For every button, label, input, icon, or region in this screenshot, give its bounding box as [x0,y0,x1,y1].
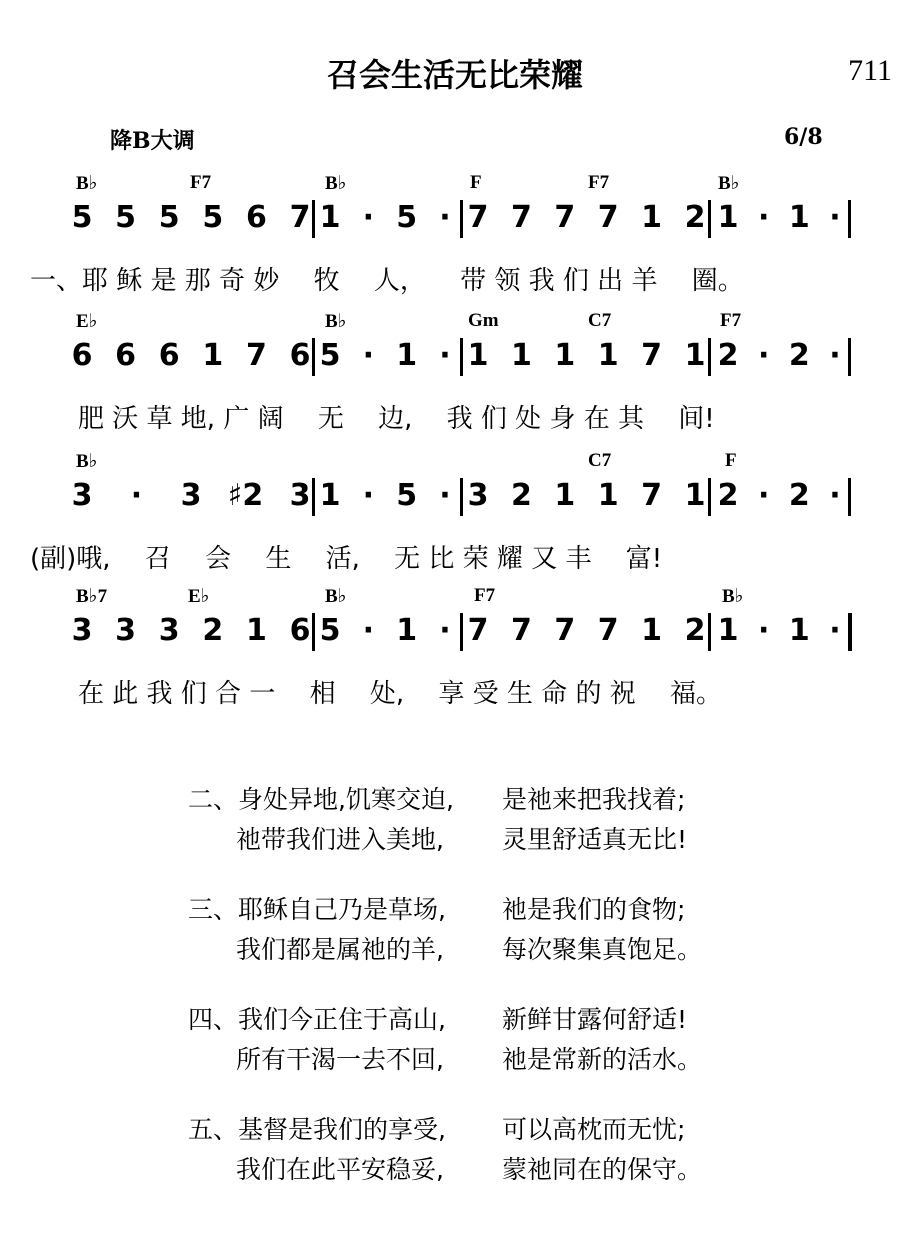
dot-marker: · [362,200,375,235]
dot-marker: · [757,200,770,235]
hymn-number: 711 [848,54,892,87]
chord-symbol: F7 [190,172,212,193]
dot-marker: · [829,338,841,373]
dot-marker: · [829,613,841,648]
verse-text: 每次聚集真饱足。 [502,935,703,964]
note: 2 [717,478,739,513]
barline [708,200,711,238]
chord-symbol: B♭7 [76,586,108,607]
note: 6 [71,338,93,373]
chord-symbol: B♭ [325,311,347,332]
note: 5 [319,613,341,648]
barline [848,338,851,376]
dot-marker: · [439,338,451,373]
verse-text: 二、身处异地,饥寒交迫, [188,785,454,814]
note: 7 [289,200,311,235]
verse-text: 我们都是属祂的羊, [236,935,444,964]
dot-marker: · [362,338,375,373]
barline [708,613,711,651]
note: 1 [684,338,706,373]
lyric-line: 肥 沃 草 地, 广 阔 无 边, 我 们 处 身 在 其 间! [78,404,715,434]
note: 1 [684,478,706,513]
note: 2 [510,478,532,513]
key-signature: 降B大调 [110,128,195,154]
note: 6 [245,200,267,235]
chord-symbol: B♭ [718,173,740,194]
note: 7 [554,200,576,235]
note: 3 [467,478,489,513]
note: 3 [115,613,137,648]
barline [460,613,463,651]
chord-symbol: C7 [588,450,612,471]
note: 1 [788,613,810,648]
note: 2 [684,200,706,235]
dot-marker: · [757,613,770,648]
note: 7 [641,338,663,373]
barline [312,200,315,238]
note: 1 [717,200,739,235]
note: 1 [319,478,341,513]
verse-text: 是祂来把我找着; [502,785,686,814]
chord-symbol: B♭ [722,586,744,607]
chord-symbol: F7 [474,585,496,606]
note: 1 [396,613,418,648]
verse-text: 蒙祂同在的保守。 [502,1155,703,1184]
verse-text: 五、基督是我们的享受, [188,1115,446,1144]
chord-symbol: B♭ [325,173,347,194]
note: 5 [396,478,418,513]
note: 2 [684,613,706,648]
dot-marker: · [829,478,841,513]
note: 3 [71,613,93,648]
dot-marker: · [362,613,375,648]
note: 6 [158,338,180,373]
chord-symbol: F7 [588,172,610,193]
note: 5 [202,200,224,235]
note: 5 [158,200,180,235]
note: ♯2 [227,478,264,513]
chord-symbol: B♭ [325,586,347,607]
note: 2 [788,338,810,373]
barline [460,478,463,516]
chord-symbol: C7 [588,310,612,331]
note: 1 [396,338,418,373]
note: 1 [245,613,267,648]
chord-symbol: F [470,172,482,193]
barline [708,478,711,516]
note: 1 [597,338,619,373]
note: 2 [202,613,224,648]
chord-symbol: F [725,450,737,471]
dot-marker: · [130,478,143,513]
dot-marker: · [757,338,770,373]
note: 5 [396,200,418,235]
note: 1 [554,338,576,373]
verse-text: 祂是我们的食物; [502,895,686,924]
note: 7 [467,200,489,235]
chord-symbol: E♭ [188,586,210,607]
note: 7 [641,478,663,513]
barline [312,613,315,651]
note: 7 [510,613,532,648]
note: 3 [71,478,93,513]
note: 7 [510,200,532,235]
lyric-line: 在 此 我 们 合 一 相 处, 享 受 生 命 的 祝 福。 [78,679,722,709]
note: 3 [180,478,202,513]
verse-text: 新鲜甘露何舒适! [502,1005,688,1034]
note: 1 [554,478,576,513]
chord-symbol: B♭ [76,173,98,194]
lyric-line: 一、耶 稣 是 那 奇 妙 牧 人， 带 领 我 们 出 羊 圈。 [30,266,744,296]
verse-text: 所有干渴一去不回, [236,1045,444,1074]
note: 6 [115,338,137,373]
note: 1 [641,200,663,235]
verse-text: 灵里舒适真无比! [502,825,688,854]
verse-text: 我们在此平安稳妥, [236,1155,444,1184]
note: 5 [115,200,137,235]
note: 7 [597,200,619,235]
barline [312,338,315,376]
time-signature: 6/8 [784,124,823,150]
note: 7 [467,613,489,648]
note: 2 [788,478,810,513]
chord-symbol: B♭ [76,451,98,472]
dot-marker: · [829,200,841,235]
dot-marker: · [757,478,770,513]
hymn-title: 召会生活无比荣耀 [326,56,583,94]
note: 1 [641,613,663,648]
lyric-line: (副)哦, 召 会 生 活, 无 比 荣 耀 又 丰 富! [30,544,663,574]
note: 1 [467,338,489,373]
note: 7 [245,338,267,373]
note: 1 [597,478,619,513]
verse-text: 可以高枕而无忧; [502,1115,686,1144]
note: 2 [717,338,739,373]
note: 1 [202,338,224,373]
note: 7 [597,613,619,648]
barline [848,200,851,238]
chord-symbol: E♭ [76,311,98,332]
dot-marker: · [439,478,451,513]
final-barline [848,613,852,651]
dot-marker: · [439,200,451,235]
note: 1 [319,200,341,235]
chord-symbol: F7 [720,310,742,331]
note: 1 [510,338,532,373]
note: 5 [319,338,341,373]
barline [848,478,851,516]
note: 1 [717,613,739,648]
verse-text: 祂是常新的活水。 [502,1045,703,1074]
dot-marker: · [362,478,375,513]
barline [708,338,711,376]
barline [312,478,315,516]
verse-text: 三、耶稣自己乃是草场, [188,895,446,924]
note: 6 [289,338,311,373]
note: 7 [554,613,576,648]
note: 6 [289,613,311,648]
note: 1 [788,200,810,235]
barline [460,200,463,238]
verse-text: 祂带我们进入美地, [236,825,444,854]
barline [460,338,463,376]
verse-text: 四、我们今正住于高山, [188,1005,446,1034]
note: 5 [71,200,93,235]
note: 3 [158,613,180,648]
chord-symbol: Gm [468,310,499,331]
dot-marker: · [439,613,451,648]
note: 3 [289,478,311,513]
